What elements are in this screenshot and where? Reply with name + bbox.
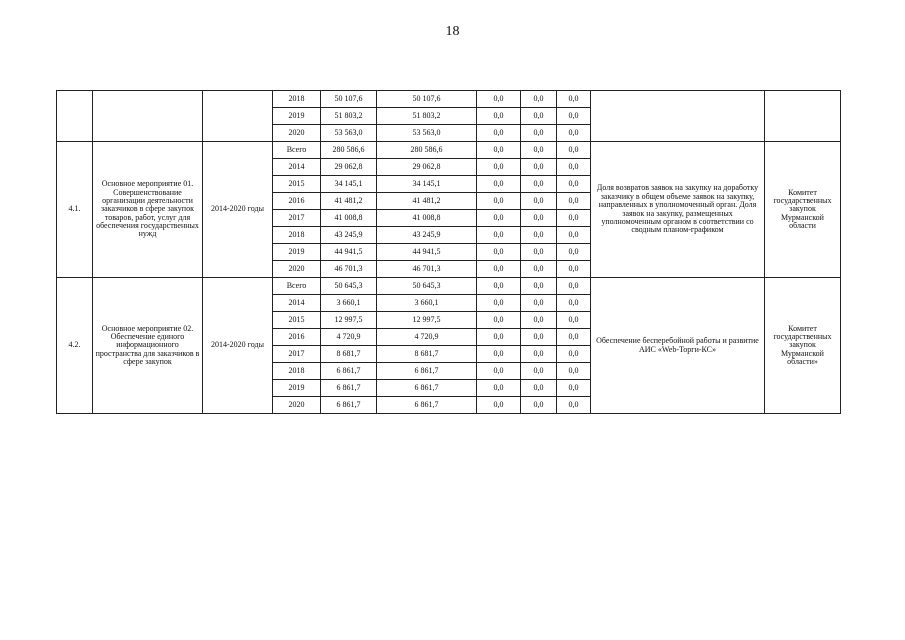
local-cell: 0,0 [521, 176, 557, 193]
total-cell: 50 107,6 [321, 91, 377, 108]
other-cell: 0,0 [557, 142, 591, 159]
local-cell: 0,0 [521, 329, 557, 346]
executor-cell-empty [765, 91, 841, 142]
federal-cell: 0,0 [477, 380, 521, 397]
year-cell: 2014 [273, 159, 321, 176]
local-cell: 0,0 [521, 210, 557, 227]
other-cell: 0,0 [557, 125, 591, 142]
regional-cell: 53 563,0 [377, 125, 477, 142]
regional-cell: 50 645,3 [377, 278, 477, 295]
number-cell-empty [57, 91, 93, 142]
activity-executor: Комитет государственных закупок Мурманской области» [765, 278, 841, 414]
year-cell: 2017 [273, 210, 321, 227]
other-cell: 0,0 [557, 329, 591, 346]
local-cell: 0,0 [521, 312, 557, 329]
federal-cell: 0,0 [477, 363, 521, 380]
activity-period: 2014-2020 годы [203, 278, 273, 414]
budget-table [56, 90, 841, 414]
table-row [57, 142, 841, 159]
local-cell: 0,0 [521, 227, 557, 244]
federal-cell: 0,0 [477, 244, 521, 261]
total-cell: 46 701,3 [321, 261, 377, 278]
federal-cell: 0,0 [477, 261, 521, 278]
total-cell: 29 062,8 [321, 159, 377, 176]
activity-number: 4.1. [57, 142, 93, 278]
page-number: 18 [445, 24, 460, 39]
federal-cell: 0,0 [477, 312, 521, 329]
other-cell: 0,0 [557, 176, 591, 193]
total-cell: 4 720,9 [321, 329, 377, 346]
activity-indicator: Обеспечение бесперебойной работы и развитие АИС «Web-Торги-КС» [591, 278, 765, 414]
year-cell: 2018 [273, 227, 321, 244]
total-cell: 8 681,7 [321, 346, 377, 363]
indicator-cell-empty [591, 91, 765, 142]
regional-cell: 50 107,6 [377, 91, 477, 108]
regional-cell: 3 660,1 [377, 295, 477, 312]
period-cell-empty [203, 91, 273, 142]
other-cell: 0,0 [557, 261, 591, 278]
total-cell: 6 861,7 [321, 363, 377, 380]
year-cell: 2014 [273, 295, 321, 312]
total-cell: 34 145,1 [321, 176, 377, 193]
year-cell: 2018 [273, 363, 321, 380]
local-cell: 0,0 [521, 91, 557, 108]
other-cell: 0,0 [557, 227, 591, 244]
year-cell: 2020 [273, 397, 321, 414]
other-cell: 0,0 [557, 108, 591, 125]
other-cell: 0,0 [557, 210, 591, 227]
other-cell: 0,0 [557, 278, 591, 295]
year-cell: Всего [273, 278, 321, 295]
local-cell: 0,0 [521, 193, 557, 210]
year-cell: 2019 [273, 380, 321, 397]
federal-cell: 0,0 [477, 329, 521, 346]
local-cell: 0,0 [521, 295, 557, 312]
local-cell: 0,0 [521, 244, 557, 261]
total-cell: 6 861,7 [321, 397, 377, 414]
local-cell: 0,0 [521, 346, 557, 363]
federal-cell: 0,0 [477, 142, 521, 159]
table-row [57, 278, 841, 295]
other-cell: 0,0 [557, 346, 591, 363]
regional-cell: 41 008,8 [377, 210, 477, 227]
year-cell: 2020 [273, 261, 321, 278]
regional-cell: 280 586,6 [377, 142, 477, 159]
regional-cell: 34 145,1 [377, 176, 477, 193]
year-cell: 2020 [273, 125, 321, 142]
regional-cell: 4 720,9 [377, 329, 477, 346]
regional-cell: 8 681,7 [377, 346, 477, 363]
federal-cell: 0,0 [477, 193, 521, 210]
regional-cell: 6 861,7 [377, 380, 477, 397]
total-cell: 280 586,6 [321, 142, 377, 159]
year-cell: 2016 [273, 329, 321, 346]
regional-cell: 44 941,5 [377, 244, 477, 261]
regional-cell: 43 245,9 [377, 227, 477, 244]
total-cell: 6 861,7 [321, 380, 377, 397]
local-cell: 0,0 [521, 142, 557, 159]
total-cell: 44 941,5 [321, 244, 377, 261]
activity-name: Основное мероприятие 02. Обеспечение единого информационного пространства для заказчиков в сфере закупок [93, 278, 203, 414]
other-cell: 0,0 [557, 244, 591, 261]
federal-cell: 0,0 [477, 227, 521, 244]
federal-cell: 0,0 [477, 125, 521, 142]
activity-period: 2014-2020 годы [203, 142, 273, 278]
year-cell: 2015 [273, 176, 321, 193]
other-cell: 0,0 [557, 363, 591, 380]
regional-cell: 12 997,5 [377, 312, 477, 329]
total-cell: 3 660,1 [321, 295, 377, 312]
federal-cell: 0,0 [477, 91, 521, 108]
other-cell: 0,0 [557, 91, 591, 108]
year-cell: 2016 [273, 193, 321, 210]
other-cell: 0,0 [557, 159, 591, 176]
federal-cell: 0,0 [477, 295, 521, 312]
activity-indicator: Доля возвратов заявок на закупку на доработку заказчику в общем объеме заявок на закупку, направленных в уполномоченный орган. Доля заявок на закупку, размещенных уполномоченным органом в соответствии со сводным планом-графиком [591, 142, 765, 278]
year-cell: 2018 [273, 91, 321, 108]
regional-cell: 46 701,3 [377, 261, 477, 278]
activity-executor: Комитет государственных закупок Мурманской области [765, 142, 841, 278]
total-cell: 41 008,8 [321, 210, 377, 227]
activity-number: 4.2. [57, 278, 93, 414]
regional-cell: 29 062,8 [377, 159, 477, 176]
year-cell: 2015 [273, 312, 321, 329]
activity-name: Основное мероприятие 01. Совершенствование организации деятельности заказчиков в сфере закупок товаров, работ, услуг для обеспечения государственных нужд [93, 142, 203, 278]
federal-cell: 0,0 [477, 176, 521, 193]
local-cell: 0,0 [521, 278, 557, 295]
total-cell: 41 481,2 [321, 193, 377, 210]
year-cell: 2017 [273, 346, 321, 363]
name-cell-empty [93, 91, 203, 142]
federal-cell: 0,0 [477, 346, 521, 363]
local-cell: 0,0 [521, 397, 557, 414]
total-cell: 53 563,0 [321, 125, 377, 142]
year-cell: 2019 [273, 244, 321, 261]
regional-cell: 51 803,2 [377, 108, 477, 125]
local-cell: 0,0 [521, 363, 557, 380]
regional-cell: 6 861,7 [377, 397, 477, 414]
local-cell: 0,0 [521, 380, 557, 397]
other-cell: 0,0 [557, 295, 591, 312]
federal-cell: 0,0 [477, 397, 521, 414]
regional-cell: 41 481,2 [377, 193, 477, 210]
local-cell: 0,0 [521, 159, 557, 176]
total-cell: 50 645,3 [321, 278, 377, 295]
local-cell: 0,0 [521, 261, 557, 278]
total-cell: 51 803,2 [321, 108, 377, 125]
local-cell: 0,0 [521, 125, 557, 142]
other-cell: 0,0 [557, 312, 591, 329]
other-cell: 0,0 [557, 380, 591, 397]
year-cell: 2019 [273, 108, 321, 125]
federal-cell: 0,0 [477, 278, 521, 295]
regional-cell: 6 861,7 [377, 363, 477, 380]
year-cell: Всего [273, 142, 321, 159]
other-cell: 0,0 [557, 193, 591, 210]
federal-cell: 0,0 [477, 108, 521, 125]
other-cell: 0,0 [557, 397, 591, 414]
federal-cell: 0,0 [477, 159, 521, 176]
federal-cell: 0,0 [477, 210, 521, 227]
total-cell: 12 997,5 [321, 312, 377, 329]
local-cell: 0,0 [521, 108, 557, 125]
table-row [57, 91, 841, 108]
total-cell: 43 245,9 [321, 227, 377, 244]
